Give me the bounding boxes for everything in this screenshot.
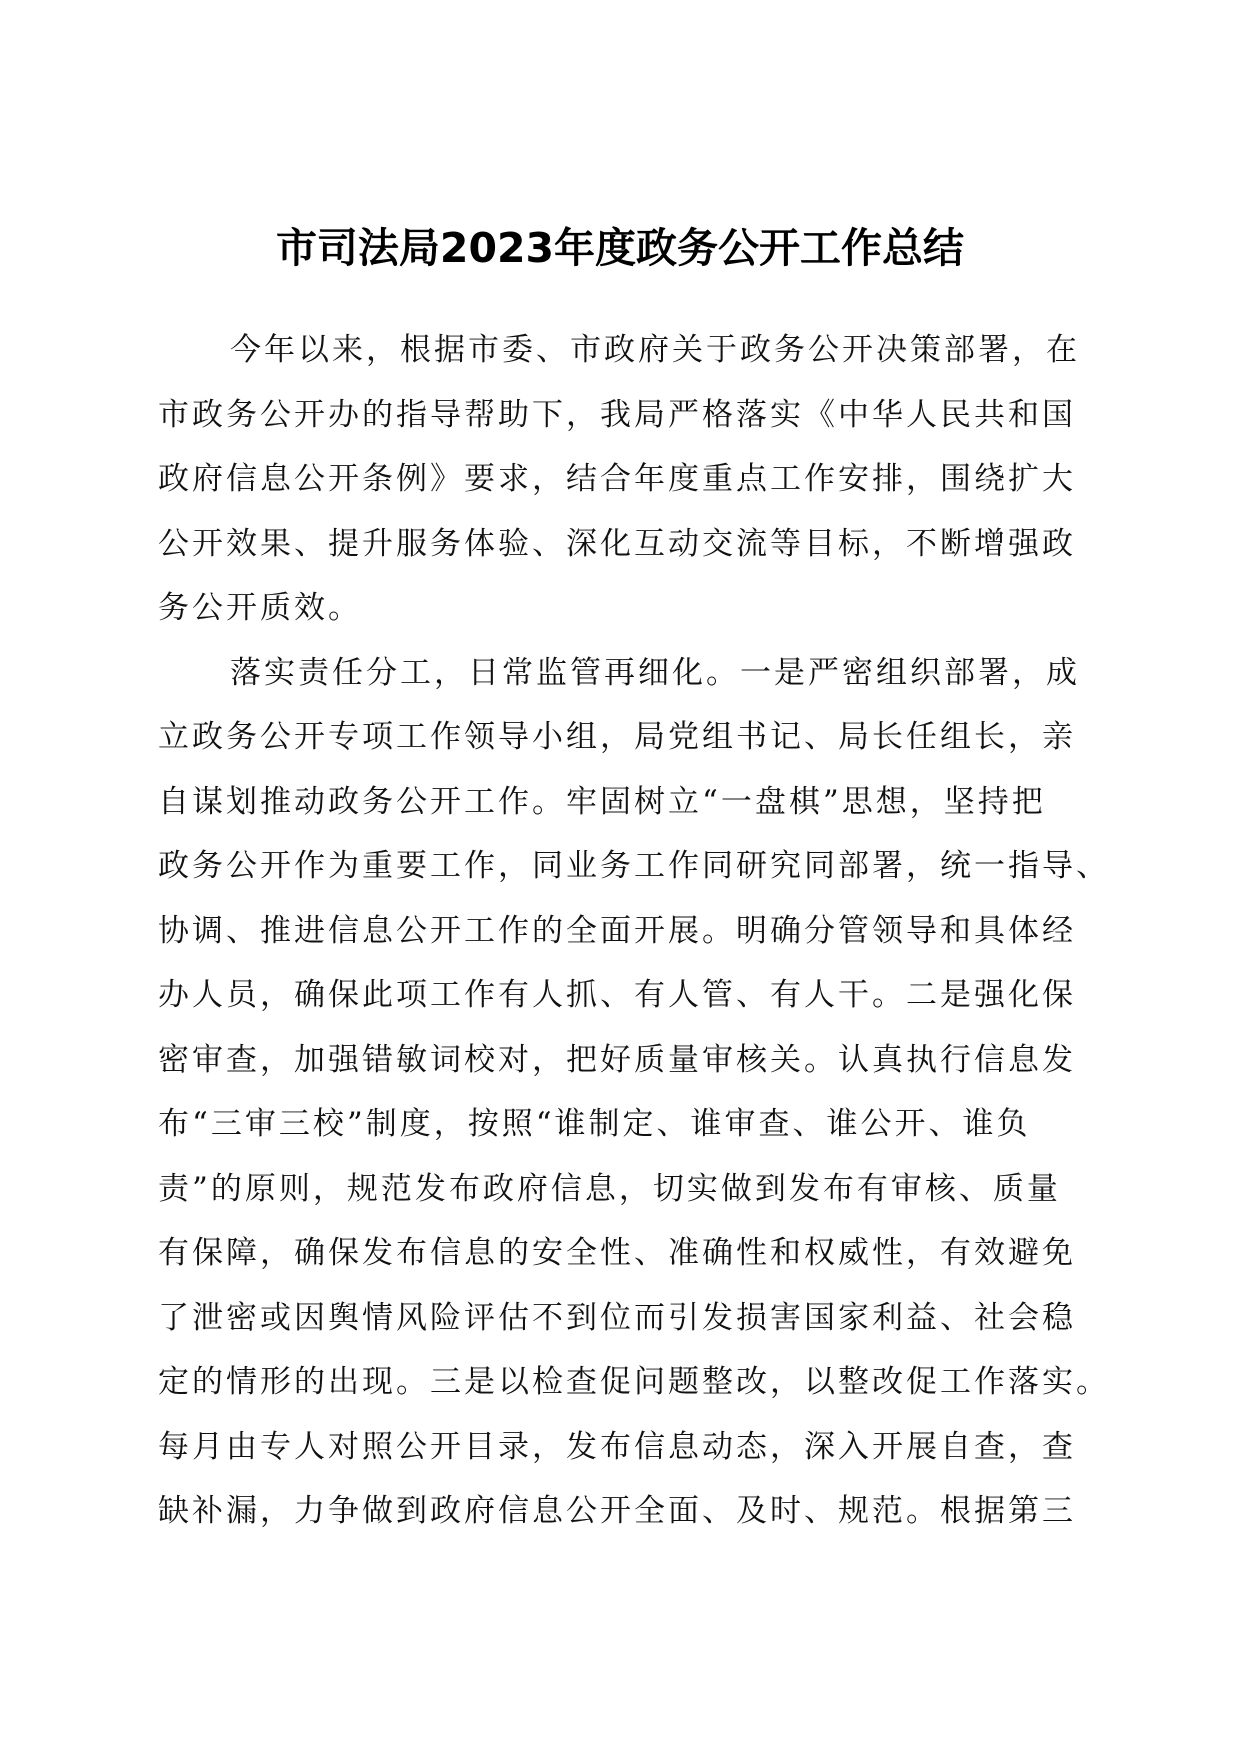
paragraph-1-line-4: 公开效果、提升服务体验、深化互动交流等目标，不断增强政 xyxy=(158,525,1076,562)
paragraph-2-line-6: 办人员，确保此项工作有人抓、有人管、有人干。二是强化保 xyxy=(158,977,1076,1013)
paragraph-2-line-12: 定的情形的出现。三是以检查促问题整改，以整改促工作落实。 xyxy=(158,1364,1110,1400)
paragraph-1-line-5: 务公开质效。 xyxy=(158,590,362,626)
paragraph-2-line-9: 责”的原则，规范发布政府信息，切实做到发布有审核、质量 xyxy=(158,1170,1061,1207)
document-title: 市司法局2023年度政务公开工作总结 xyxy=(275,224,965,272)
paragraph-1-line-2: 市政务公开办的指导帮助下，我局严格落实《中华人民共和国 xyxy=(158,396,1076,433)
paragraph-1-line-1: 今年以来，根据市委、市政府关于政务公开决策部署，在 xyxy=(230,332,1080,368)
paragraph-2-line-11: 了泄密或因舆情风险评估不到位而引发损害国家利益、社会稳 xyxy=(158,1299,1076,1336)
paragraph-2-line-14: 缺补漏，力争做到政府信息公开全面、及时、规范。根据第三 xyxy=(158,1493,1076,1529)
paragraph-2-line-10: 有保障，确保发布信息的安全性、准确性和权威性，有效避免 xyxy=(158,1235,1076,1271)
document-body xyxy=(158,318,1110,1544)
paragraph-2-line-13: 每月由专人对照公开目录，发布信息动态，深入开展自查，查 xyxy=(158,1428,1076,1465)
paragraph-2-line-7: 密审查，加强错敏词校对，把好质量审核关。认真执行信息发 xyxy=(158,1041,1076,1078)
paragraph-2-line-2: 立政务公开专项工作领导小组，局党组书记、局长任组长，亲 xyxy=(158,719,1076,755)
paragraph-2-line-8: 布“三审三校”制度，按照“谁制定、谁审查、谁公开、谁负 xyxy=(158,1106,1031,1142)
paragraph-2-line-4: 政务公开作为重要工作，同业务工作同研究同部署，统一指导、 xyxy=(158,848,1110,884)
paragraph-2-line-5: 协调、推进信息公开工作的全面开展。明确分管领导和具体经 xyxy=(158,912,1076,949)
paragraph-1-line-3: 政府信息公开条例》要求，结合年度重点工作安排，围绕扩大 xyxy=(158,461,1076,497)
paragraph-2-line-1: 落实责任分工，日常监管再细化。一是严密组织部署，成 xyxy=(230,654,1080,691)
paragraph-2-line-3: 自谋划推动政务公开工作。牢固树立“一盘棋”思想，坚持把 xyxy=(158,783,1046,820)
